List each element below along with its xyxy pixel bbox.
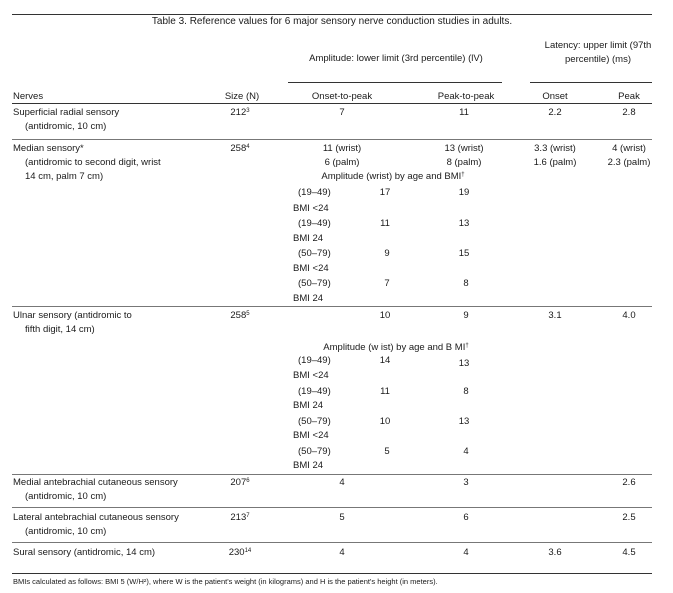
sub-age: (50–79) — [298, 248, 331, 259]
col-header-onset-to-peak: Onset-to-peak — [311, 91, 373, 102]
size-ref: 3 — [246, 108, 250, 114]
size-cell: $213^7$ — [230, 512, 250, 523]
sub-peak: 13 — [458, 416, 470, 427]
sub-bmi: BMI <24 — [293, 263, 329, 274]
top-rule — [12, 14, 652, 15]
peak-amp-cell: 3 — [463, 477, 469, 488]
size-cell: $207^6$ — [230, 477, 250, 488]
sub-bmi: BMI <24 — [293, 370, 329, 381]
onset-amp-cell: 10 — [379, 310, 391, 321]
size-cell: $258^4$ — [230, 143, 250, 154]
latency-group-rule — [530, 82, 652, 83]
sub-peak: 8 — [463, 278, 469, 289]
sub-bmi: BMI <24 — [293, 430, 329, 441]
sub-onset: 5 — [384, 446, 390, 457]
row-divider — [12, 139, 652, 140]
sub-age: (19–49) — [298, 386, 331, 397]
sub-onset: 9 — [384, 248, 390, 259]
peak-lat-cell: 2.5 — [622, 512, 636, 523]
sub-heading: Amplitude (wrist) by age and BMI† — [321, 171, 465, 182]
sub-age: (19–49) — [298, 187, 331, 198]
onset-amp-cell: 7 — [339, 107, 345, 118]
sub-bmi: BMI <24 — [293, 203, 329, 214]
row-divider — [12, 507, 652, 508]
row-divider — [12, 474, 652, 475]
nerve-name: Lateral antebrachial cutaneous sensory — [13, 512, 179, 523]
size-ref: 14 — [244, 548, 252, 554]
table-footnote: BMIs calculated as follows: BMI 5 (W/H²), where W is the patient's weight (in kilograms) and H is the patient's height (in meters). — [13, 577, 438, 586]
sub-bmi: BMI 24 — [293, 233, 324, 244]
sub-bmi: BMI 24 — [293, 460, 324, 471]
sub-age: (50–79) — [298, 278, 331, 289]
header-bottom-rule — [12, 103, 652, 104]
sub-bmi: BMI 24 — [293, 400, 324, 411]
onset-amp-cell: 4 — [339, 477, 345, 488]
size-ref: 4 — [246, 144, 250, 150]
peak-amp-cell: 13 (wrist) — [444, 143, 484, 154]
nerve-name-detail: (antidromic, 10 cm) — [25, 491, 107, 502]
onset-amp-cell: 6 (palm) — [324, 157, 360, 168]
sub-age: (19–49) — [298, 355, 331, 366]
latency-group-header-line1: Latency: upper limit (97th — [544, 40, 652, 51]
bottom-rule — [12, 573, 652, 574]
peak-lat-cell: 4 (wrist) — [612, 143, 646, 154]
peak-amp-cell: 6 — [463, 512, 469, 523]
nerve-name: Sural sensory (antidromic, 14 cm) — [13, 547, 156, 558]
peak-amp-cell: 4 — [463, 547, 469, 558]
size-cell: $212^3$ — [230, 107, 250, 118]
sub-onset: 10 — [379, 416, 391, 427]
size-ref: 6 — [246, 478, 250, 484]
sub-heading: Amplitude (w ist) by age and B MI† — [323, 342, 469, 353]
sub-onset: 14 — [379, 355, 391, 366]
row-divider — [12, 306, 652, 307]
peak-lat-cell: 2.3 (palm) — [607, 157, 651, 168]
table-caption: Table 3. Reference values for 6 major sensory nerve conduction studies in adults. — [151, 16, 513, 27]
nerve-name: Median sensory* — [13, 143, 84, 154]
col-header-peak: Peak — [618, 91, 640, 102]
row-divider — [12, 542, 652, 543]
sub-age: (50–79) — [298, 446, 331, 457]
col-header-peak-to-peak: Peak-to-peak — [437, 91, 495, 102]
sub-peak: 19 — [458, 187, 470, 198]
peak-amp-cell: 11 — [459, 107, 469, 118]
onset-amp-cell: 4 — [339, 547, 345, 558]
sub-peak: 8 — [463, 386, 469, 397]
peak-amp-cell: 8 (palm) — [446, 157, 482, 168]
sub-peak: 13 — [458, 358, 470, 369]
col-header-onset: Onset — [542, 91, 568, 102]
col-header-nerves: Nerves — [13, 91, 44, 102]
onset-lat-cell: 2.2 — [548, 107, 562, 118]
size-ref: 5 — [246, 311, 250, 317]
sub-age: (19–49) — [298, 218, 331, 229]
nerve-name: Superficial radial sensory — [13, 107, 120, 118]
onset-lat-cell: 1.6 (palm) — [533, 157, 577, 168]
sub-peak: 13 — [458, 218, 470, 229]
peak-amp-cell: 9 — [463, 310, 469, 321]
size-cell: $258^5$ — [230, 310, 250, 321]
col-header-size: Size (N) — [224, 91, 260, 102]
onset-lat-cell: 3.1 — [548, 310, 562, 321]
onset-lat-cell: 3.6 — [548, 547, 562, 558]
nerve-name: Ulnar sensory (antidromic to — [13, 310, 132, 321]
nerve-name-detail: (antidromic, 10 cm) — [25, 526, 107, 537]
peak-lat-cell: 4.0 — [622, 310, 636, 321]
size-cell: $230^{14}$ — [228, 547, 252, 558]
onset-amp-cell: 11 (wrist) — [322, 143, 362, 154]
peak-lat-cell: 2.8 — [622, 107, 636, 118]
sub-peak: 15 — [458, 248, 470, 259]
sub-onset: 7 — [384, 278, 390, 289]
sub-onset: 17 — [379, 187, 391, 198]
nerve-name-detail: 14 cm, palm 7 cm) — [25, 171, 104, 182]
sub-bmi: BMI 24 — [293, 293, 324, 304]
onset-lat-cell: 3.3 (wrist) — [534, 143, 576, 154]
amplitude-group-rule — [288, 82, 502, 83]
onset-amp-cell: 5 — [339, 512, 345, 523]
nerve-name: Medial antebrachial cutaneous sensory — [13, 477, 178, 488]
nerve-name-detail: fifth digit, 14 cm) — [25, 324, 95, 335]
sub-onset: 11 — [380, 386, 390, 397]
peak-lat-cell: 4.5 — [622, 547, 636, 558]
peak-lat-cell: 2.6 — [622, 477, 636, 488]
sub-age: (50–79) — [298, 416, 331, 427]
amplitude-group-header: Amplitude: lower limit (3rd percentile) (lV) — [309, 53, 483, 64]
size-ref: 7 — [246, 513, 250, 519]
sub-onset: 11 — [380, 218, 390, 229]
sub-peak: 4 — [463, 446, 469, 457]
nerve-name-detail: (antidromic to second digit, wrist — [25, 157, 161, 168]
nerve-name-detail: (antidromic, 10 cm) — [25, 121, 107, 132]
latency-group-header-line2: percentile) (ms) — [565, 54, 631, 65]
